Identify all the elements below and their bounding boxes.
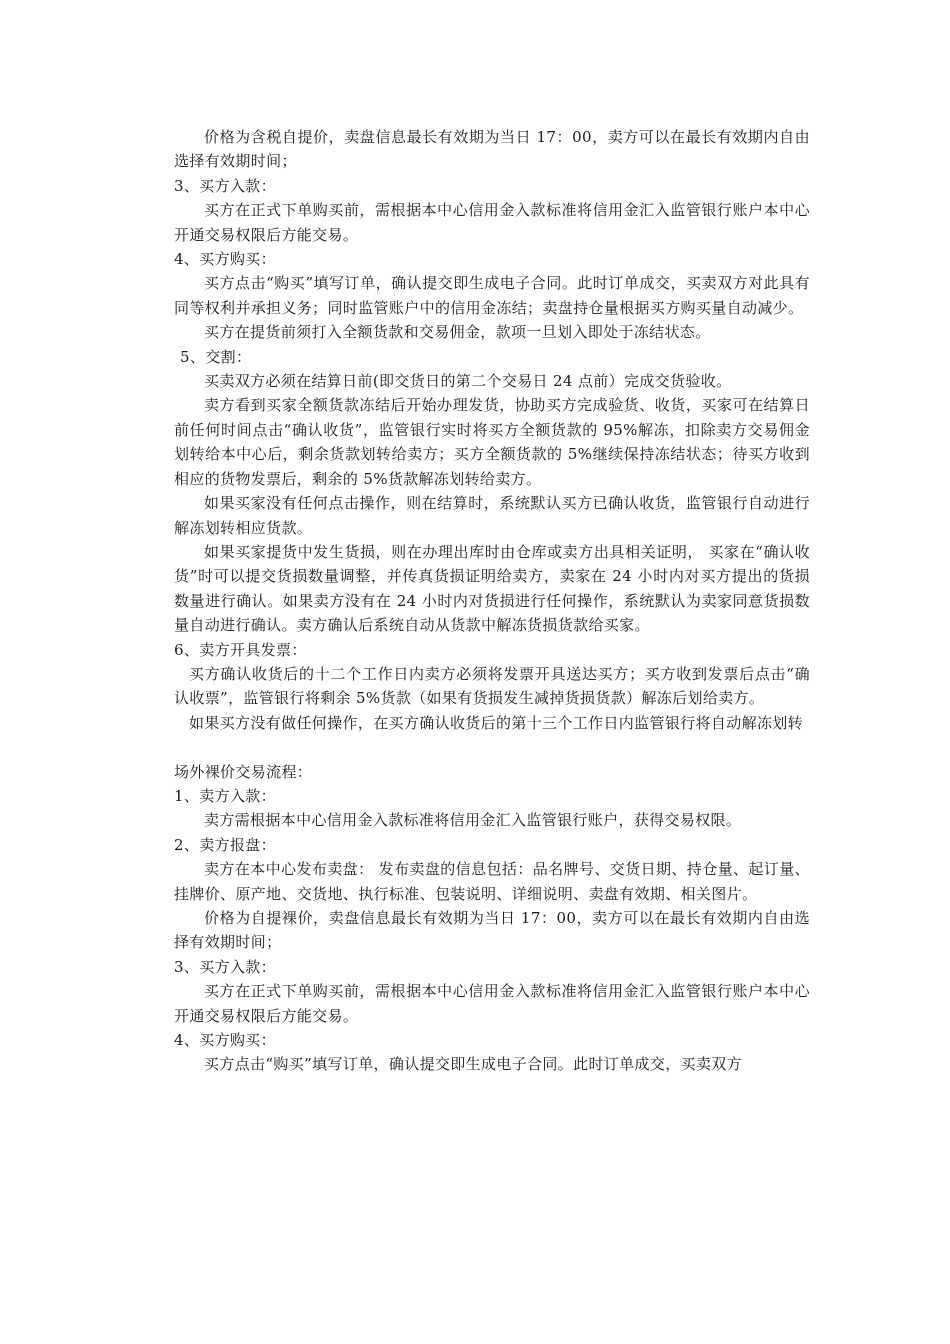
paragraph-bare-price-validity: 价格为自提裸价，卖盘信息最长有效期为当日 17：00，卖方可以在最长有效期内自由选择有效期时间； <box>174 908 810 952</box>
paragraph-auto-release: 如果买方没有做任何操作，在买方确认收货后的第十三个工作日内监管银行将自动解冻划转 <box>189 713 804 732</box>
heading-buyer-purchase: 4、买方购买： <box>174 250 276 269</box>
heading-buyer-deposit-2: 3、买方入款： <box>174 957 276 976</box>
paragraph-buyer-deposit: 买方在正式下单购买前，需根据本中心信用金入款标准将信用金汇入监管银行账户本中心开通交易权限后方能交易。 <box>174 201 810 244</box>
paragraph-goods-damage: 如果买家提货中发生货损，则在办理出库时由仓库或卖方出具相关证明， 买家在“确认收货”时可以提交货损数量调整，并传真货损证明给卖方，卖家在 24 小时内对买方提出的货损数量进行确认。如果卖方没有在 24 小时内对货损进行任何操作，系统默认为卖家同意货损数量自动进行确认。卖方确认后系统自动从货款中解冻货损货款给买家。 <box>174 542 810 635</box>
heading-otc-process: 场外裸价交易流程： <box>174 762 313 781</box>
paragraph-buyer-deposit-2: 买方在正式下单购买前，需根据本中心信用金入款标准将信用金汇入监管银行账户本中心开通交易权限后方能交易。 <box>174 982 810 1025</box>
paragraph-default-confirm: 如果买家没有任何点击操作，则在结算时，系统默认买方已确认收货，监管银行自动进行解冻划转相应货款。 <box>174 494 810 537</box>
heading-seller-offer: 2、卖方报盘： <box>174 835 276 854</box>
paragraph-shipping-release: 卖方看到买家全额货款冻结后开始办理发货，协助买方完成验货、收货，买家可在结算日前任何时间点击“确认收货”，监管银行实时将买方全额货款的 95%解冻，扣除卖方交易佣金划转给本中心后，剩余货款划转给卖方；买方全额货款的 5%继续保持冻结状态；待买方收到相应的货物发票后，剩余的 5%货款解冻划转给卖方。 <box>174 396 810 488</box>
paragraph-price-validity: 价格为含税自提价，卖盘信息最长有效期为当日 17：00，卖方可以在最长有效期内自由选择有效期时间； <box>174 128 810 171</box>
paragraph-invoice-deadline: 买方确认收货后的十二个工作日内卖方必须将发票开具送达买方；买方收到发票后点击“确认收票”，监管银行将剩余 5%货款（如果有货损发生减掉货损货款）解冻后划给卖方。 <box>174 664 810 708</box>
heading-buyer-purchase-2: 4、买方购买： <box>174 1031 276 1050</box>
paragraph-buyer-purchase: 买方点击“购买”填写订单，确认提交即生成电子合同。此时订单成交，买卖双方对此具有同等权利并承担义务；同时监管账户中的信用金冻结；卖盘持仓量根据买方购买量自动减少。 <box>174 274 810 317</box>
paragraph-seller-deposit: 卖方需根据本中心信用金入款标准将信用金汇入监管银行账户，获得交易权限。 <box>204 811 742 830</box>
heading-seller-deposit: 1、卖方入款： <box>174 786 276 805</box>
heading-buyer-deposit: 3、买方入款： <box>174 176 276 195</box>
heading-seller-invoice: 6、卖方开具发票： <box>174 640 307 659</box>
blank-line <box>174 735 810 759</box>
paragraph-buyer-purchase-2: 买方点击“购买”填写订单，确认提交即生成电子合同。此时订单成交，买卖双方 <box>204 1055 742 1074</box>
heading-delivery: 5、交割： <box>180 347 252 366</box>
document-body <box>174 125 810 1077</box>
paragraph-delivery-deadline: 买卖双方必须在结算日前(即交货日的第二个交易日 24 点前）完成交货验收。 <box>204 372 732 391</box>
paragraph-seller-offer: 卖方在本中心发布卖盘： 发布卖盘的信息包括：品名牌号、交货日期、持仓量、起订量、挂牌价、原产地、交货地、执行标准、包装说明、详细说明、卖盘有效期、相关图片。 <box>174 860 810 903</box>
paragraph-full-payment: 买方在提货前须打入全额货款和交易佣金，款项一旦划入即处于冻结状态。 <box>204 323 711 342</box>
